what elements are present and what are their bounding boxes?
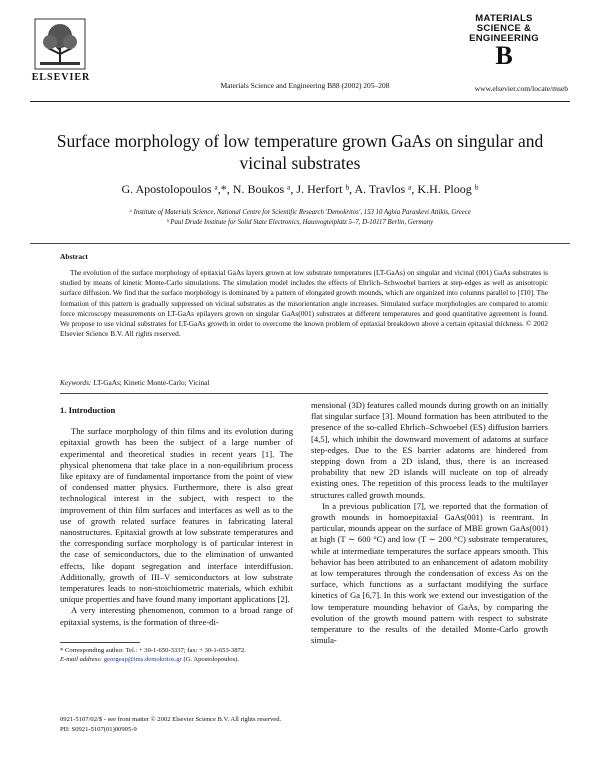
issn-line: 0921-5107/02/$ - see front matter © 2002 Elsevier Science B.V. All rights reserved.	[60, 716, 282, 723]
section-heading: 1. Introduction	[60, 405, 116, 415]
footnote-corresponding: * Corresponding author. Tel.: + 30-1-650-3337; fax: + 30-1-653-3872.	[60, 647, 246, 654]
keywords-rule	[60, 393, 548, 394]
journal-logo-line: MATERIALS	[475, 13, 533, 24]
publisher-name: ELSEVIER	[31, 72, 91, 83]
affiliations	[40, 208, 560, 228]
body-paragraph: In a previous publication [7], we reported that the formation of growth mounds in homoepitaxial GaAs(001) is reentrant. In particular, mounds appear on the surface of MBE grown GaAs(001) at high (T ∼ 600 °C) and low (T ∼ 200 °C) substrate temperatures, while at intermediate temperatures the surface appears smooth. This behavior has been attributed to an enhancement of adatom mobility at low temperatures through the condensation of excess As on the surface, which functions as a surfactant modifying the surface kinetics of Ga [6,7]. In this work we extend our investigation of the low temperature mounding behavior of GaAs, by comparing the evolution of the growth mound pattern with respect to substrate temperature to the results of the detailed Monte-Carlo growth simula-	[311, 500, 548, 646]
journal-logo	[444, 14, 564, 68]
journal-logo-line: ENGINEERING	[469, 33, 539, 44]
header-rule	[30, 101, 570, 102]
body-column-left	[60, 400, 293, 628]
elsevier-tree-logo	[34, 18, 86, 70]
journal-reference: Materials Science and Engineering B88 (2002) 205–208	[220, 81, 390, 90]
affiliation-b: ᵇ Paul Drude Institute for Solid State Electronics, Hausvogteiplatz 5–7, D-10117 Berlin, Germany	[166, 219, 434, 226]
affiliation-a: ᵃ Institute of Materials Science, National Centre for Scientific Research 'Demokritos', 153 10 Aghia Paraskevi Attikis, Greece	[129, 209, 471, 216]
abstract-heading: Abstract	[60, 252, 88, 261]
abstract-text: The evolution of the surface morphology of epitaxial GaAs layers grown at low substrate temperatures (LT-GaAs) on singular and vicinal (001) GaAs substrates is studied by means of kinetic Monte-Carlo simulations. The simulation model includes the effects of Ehrlich–Schwoebel barriers at step-edges as well as anisotropic surface diffusion. We find that the surface morphology is dominated by a pattern of elongated growth mounds, which are organized into columns parallel to [1̄10]. The formation of this pattern is gradually suppressed on vicinal substrates as the misorientation angle increases. Simulated surface morphologies are compared to atomic force microscopy measurements on LT-GaAs epilayers grown on singular GaAs(001) substrates at different temperatures and good quantitative agreement is found. We propose to use vicinal substrates for LT-GaAs growth in order to overcome the known problem of epitaxial breakdown above a certain epitaxial thickness. © 2002 Elsevier Science B.V. All rights reserved.	[60, 268, 548, 339]
body-paragraph: mensional (3D) features called mounds during growth on an initially flat singular surface [3]. Mound formation has been attributed to the presence of the so-called Ehrlich–Schwoebel (ES) diffusion barriers [4,5], which inhibit the downward movement of adatoms at surface step-edges. Due to the ES barrier adatoms are hindered from stepping down from a 2D island, thus, there is an increased probability that new 2D islands will nucleate on top of already existing ones. The repetition of this process leads to the multilayer structures called growth mounds.	[311, 400, 548, 500]
email-label: E-mail address:	[60, 656, 103, 663]
abstract-rule	[30, 243, 570, 244]
footnote-email	[60, 655, 293, 664]
body-column-right	[311, 400, 548, 646]
keywords-values: LT-GaAs; Kinetic Monte-Carlo; Vicinal	[93, 378, 210, 387]
email-suffix: (G. Apostolopoulos).	[183, 656, 239, 663]
email-link[interactable]: georgeap@ims.demokritos.gr	[103, 656, 182, 663]
author-list: G. Apostolopoulos ᵃ,*, N. Boukos ᵃ, J. Herfort ᵇ, A. Travlos ᵃ, K.H. Ploog ᵇ	[121, 182, 479, 196]
article-title: Surface morphology of low temperature grown GaAs on singular and vicinal substrates	[56, 131, 544, 173]
footnotes	[60, 646, 293, 664]
pii-line: PII: S0921-5107(01)00905-9	[60, 725, 137, 733]
keywords	[60, 378, 548, 387]
keywords-label: Keywords:	[60, 378, 92, 387]
body-paragraph: A very interesting phenomenon, common to a broad range of epitaxial systems, is the formation of three-di-	[60, 605, 293, 627]
body-paragraph: The surface morphology of thin films and its evolution during epitaxial growth has been the subject of a large number of experimental and theoretical studies in recent years [1]. The physical phenomena that take place in a non-equilibrium process like epitaxy are of fundamental importance from the point of view of condensed matter physics. Furthermore, there is also great technological interest in the subject, with respect to the improvement of thin film surfaces and interfaces as well as to the use of growth related surface features in fabricating lateral nanostructures. Epitaxial growth at low substrate temperatures and the corresponding surface morphology is of particular interest in the case of semiconductors, due to the elimination of unwanted effects, like dopant segregation and interface interdiffusion. Additionally, growth of III–V semiconductors at low substrate temperatures leads to non-stoichiometric materials, which exhibit unique properties and have found many important applications [2].	[60, 426, 293, 605]
journal-logo-letter: B	[495, 41, 513, 70]
journal-logo-line: SCIENCE &	[476, 23, 532, 34]
journal-url[interactable]: www.elsevier.com/locate/mseb	[474, 84, 568, 93]
footnote-rule	[60, 642, 140, 643]
copyright-footer	[60, 715, 480, 734]
